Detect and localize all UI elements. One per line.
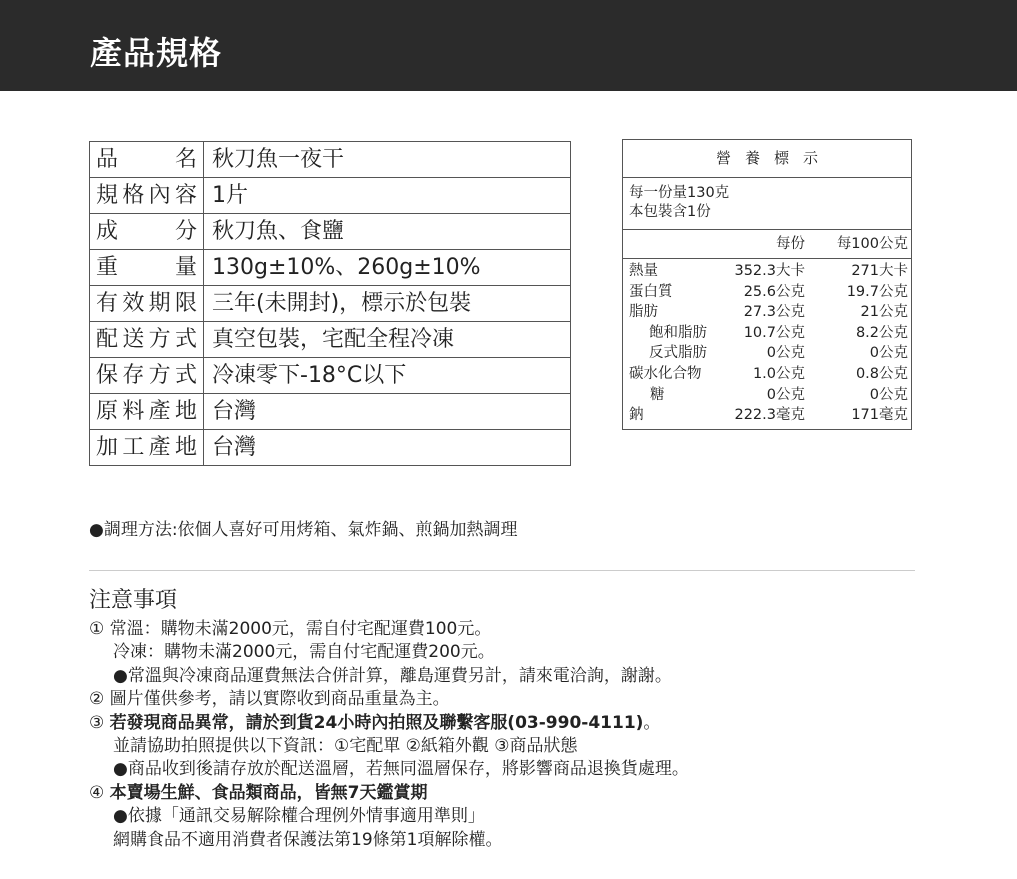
nutrition-row	[623, 405, 911, 426]
nutrition-row	[623, 343, 911, 364]
note-emphasis: 本賣場生鮮、食品類商品，皆無7天鑑賞期	[109, 782, 428, 803]
nutrition-column-header	[623, 230, 911, 259]
table-row	[90, 286, 571, 322]
spec-value: 台灣	[204, 430, 571, 466]
nutrient-per-100g: 21公克	[860, 304, 908, 321]
nutrition-row	[623, 323, 911, 344]
nutrient-per-100g: 19.7公克	[846, 283, 908, 300]
nutrition-row	[623, 364, 911, 385]
nutrient-per-serving: 1.0公克	[752, 365, 805, 382]
nutrient-per-100g: 0.8公克	[855, 365, 908, 382]
nutrient-per-100g: 171毫克	[851, 407, 908, 424]
note-line: ●商品收到後請存放於配送溫層，若無同溫層保存，將影響商品退換貨處理。	[113, 759, 689, 780]
nutrition-row	[623, 302, 911, 323]
spec-label: 有效期限	[90, 286, 204, 322]
table-row	[90, 322, 571, 358]
table-row	[90, 214, 571, 250]
table-row	[90, 250, 571, 286]
note-emphasis: 若發現商品異常，請於到貨24小時內拍照及聯繫客服(03-990-4111)	[109, 712, 644, 733]
nutrient-per-serving: 25.6公克	[743, 283, 805, 300]
note-line: ① 常溫：購物未滿2000元，需自付宅配運費100元。	[89, 619, 492, 639]
note-line: ●依據「通訊交易解除權合理例外情事適用準則」	[113, 806, 485, 827]
spec-label: 配送方式	[90, 322, 204, 358]
nutrient-name: 反式脂肪	[649, 345, 707, 362]
spec-value: 1片	[204, 178, 571, 214]
notes-list	[89, 618, 689, 852]
nutrition-title: 營養標示	[623, 140, 911, 178]
spec-label: 加工產地	[90, 430, 204, 466]
spec-value: 秋刀魚、食鹽	[204, 214, 571, 250]
note-line: ② 圖片僅供參考，請以實際收到商品重量為主。	[89, 689, 450, 710]
nutrient-name: 鈉	[629, 407, 644, 424]
nutrient-name: 糖	[650, 386, 665, 403]
spec-value: 冷凍零下-18°C以下	[204, 358, 571, 394]
nutrition-row	[623, 261, 911, 282]
nutrient-per-100g: 271大卡	[851, 263, 908, 279]
nutrition-row	[623, 385, 911, 406]
nutrient-per-100g: 0公克	[869, 386, 908, 403]
col-per-100g: 每100公克	[836, 236, 908, 252]
servings-per-pack: 本包裝含1份	[629, 204, 711, 220]
page-title: 產品規格	[90, 34, 223, 72]
cooking-method: ●調理方法:依個人喜好可用烤箱、氣炸鍋、煎鍋加熱調理	[89, 520, 518, 540]
nutrient-per-serving: 0公克	[766, 386, 805, 403]
nutrient-per-serving: 10.7公克	[743, 324, 805, 341]
nutrient-per-100g: 8.2公克	[855, 324, 908, 341]
note-line: 並請協助拍照提供以下資訊：①宅配單 ②紙箱外觀 ③商品狀態	[113, 736, 578, 757]
nutrient-per-serving: 0公克	[766, 345, 805, 362]
nutrient-per-serving: 352.3大卡	[734, 263, 805, 279]
nutrient-name: 蛋白質	[629, 283, 673, 300]
table-row	[90, 178, 571, 214]
table-row	[90, 142, 571, 178]
serving-info	[623, 178, 911, 230]
note-line: 冷凍：購物未滿2000元，需自付宅配運費200元。	[113, 642, 495, 663]
nutrition-row	[623, 282, 911, 303]
serving-size: 每一份量130克	[629, 185, 730, 201]
note-end: 。	[643, 712, 661, 733]
page-header	[0, 0, 1017, 91]
note-number: ③	[89, 712, 110, 733]
note-line	[89, 782, 689, 805]
col-per-serving: 每份	[776, 236, 805, 252]
nutrition-facts-box	[622, 139, 912, 430]
table-row	[90, 430, 571, 466]
notes-title: 注意事項	[89, 588, 178, 613]
note-line: 網購食品不適用消費者保護法第19條第1項解除權。	[113, 829, 503, 850]
spec-value: 秋刀魚一夜干	[204, 142, 571, 178]
nutrient-per-serving: 222.3毫克	[734, 407, 805, 424]
spec-label: 重量	[90, 250, 204, 286]
spec-table	[89, 141, 571, 466]
nutrient-name: 脂肪	[629, 304, 658, 321]
table-row	[90, 394, 571, 430]
spec-value: 三年(未開封)，標示於包裝	[204, 286, 571, 322]
nutrient-name: 飽和脂肪	[649, 324, 707, 341]
spec-value: 130g±10%、260g±10%	[204, 250, 571, 286]
spec-label: 規格內容	[90, 178, 204, 214]
nutrient-per-100g: 0公克	[869, 345, 908, 362]
note-line	[89, 712, 689, 735]
table-row	[90, 358, 571, 394]
nutrient-name: 碳水化合物	[629, 365, 702, 382]
section-divider	[89, 570, 915, 571]
spec-label: 成分	[90, 214, 204, 250]
nutrient-per-serving: 27.3公克	[743, 304, 805, 321]
spec-label: 原料產地	[90, 394, 204, 430]
nutrient-name: 熱量	[629, 263, 658, 279]
spec-label: 品名	[90, 142, 204, 178]
note-number: ④	[89, 782, 110, 803]
spec-value: 台灣	[204, 394, 571, 430]
spec-label: 保存方式	[90, 358, 204, 394]
note-line: ●常溫與冷凍商品運費無法合併計算，離島運費另計，請來電洽詢，謝謝。	[113, 665, 672, 686]
spec-value: 真空包裝，宅配全程冷凍	[204, 322, 571, 358]
